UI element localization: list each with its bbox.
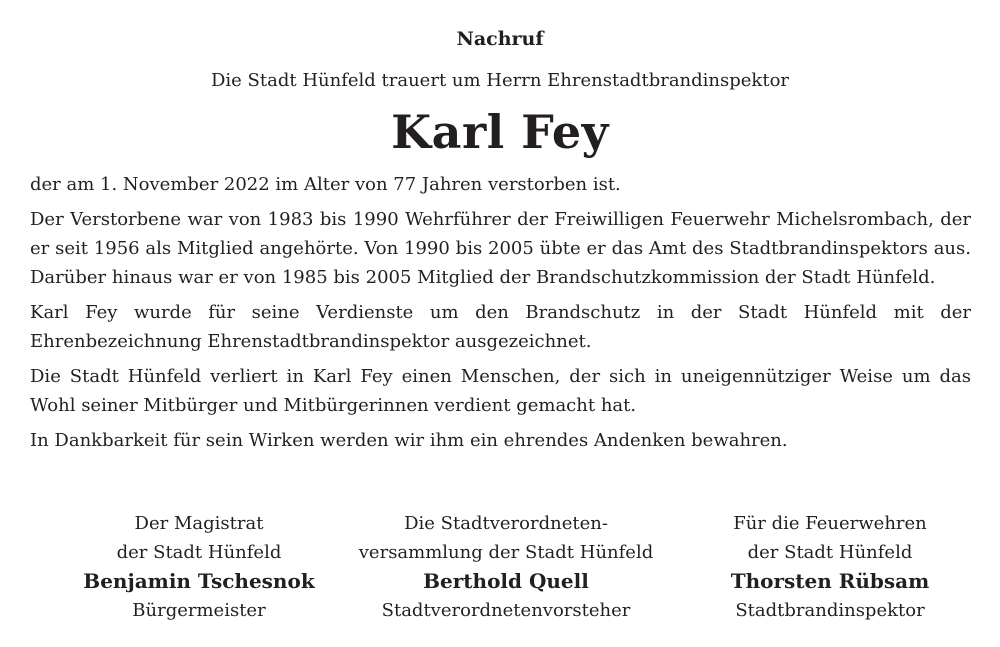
signature-org-line: der Stadt Hünfeld bbox=[747, 542, 913, 563]
signature-role: Bürgermeister bbox=[132, 600, 266, 621]
signature-feuerwehr bbox=[690, 509, 970, 625]
signature-block bbox=[0, 509, 1000, 639]
signature-name: Berthold Quell bbox=[423, 569, 589, 593]
deceased-name: Karl Fey bbox=[391, 105, 609, 159]
signature-org-line: versammlung der Stadt Hünfeld bbox=[358, 542, 654, 563]
signature-name: Thorsten Rübsam bbox=[730, 569, 930, 593]
body-paragraph-career: Der Verstorbene war von 1983 bis 1990 Wehrführer der Freiwilligen Feuerwehr Michelsrombach, der er seit 1956 als Mitglied angehörte. Von 1990 bis 2005 übte er das Amt des Stadtbrandinspektors aus. Darüber hinaus war er von 1985 bis 2005 Mitglied der Brandschutzkommission der Stadt Hünfeld. bbox=[30, 209, 971, 288]
signature-org-line: Der Magistrat bbox=[134, 513, 264, 534]
signature-magistrat bbox=[68, 509, 330, 625]
notice-heading: Nachruf bbox=[456, 28, 544, 50]
signature-org-line: der Stadt Hünfeld bbox=[116, 542, 282, 563]
signature-name: Benjamin Tschesnok bbox=[83, 569, 315, 593]
notice-intro: Die Stadt Hünfeld trauert um Herrn Ehrenstadtbrandinspektor bbox=[210, 70, 790, 91]
signature-role: Stadtverordnetenvorsteher bbox=[381, 600, 631, 621]
body-paragraph-gratitude: In Dankbarkeit für sein Wirken werden wir ihm ein ehrendes Andenken bewahren. bbox=[30, 430, 788, 451]
body-paragraph-honor: Karl Fey wurde für seine Verdienste um den Brandschutz in der Stadt Hünfeld mit der Ehrenbezeichnung Ehrenstadtbrandinspektor ausgezeichnet. bbox=[30, 302, 971, 352]
notice-body bbox=[30, 170, 971, 461]
body-paragraph-death-date: der am 1. November 2022 im Alter von 77 Jahren verstorben ist. bbox=[30, 174, 621, 195]
signature-org-line: Die Stadtverordneten- bbox=[404, 513, 608, 534]
body-paragraph-loss: Die Stadt Hünfeld verliert in Karl Fey einen Menschen, der sich in uneigennütziger Weise um das Wohl seiner Mitbürger und Mitbürgerinnen verdient gemacht hat. bbox=[30, 366, 971, 416]
signature-stadtverordnete bbox=[345, 509, 667, 625]
signature-role: Stadtbrandinspektor bbox=[735, 600, 925, 621]
signature-org-line: Für die Feuerwehren bbox=[733, 513, 927, 534]
